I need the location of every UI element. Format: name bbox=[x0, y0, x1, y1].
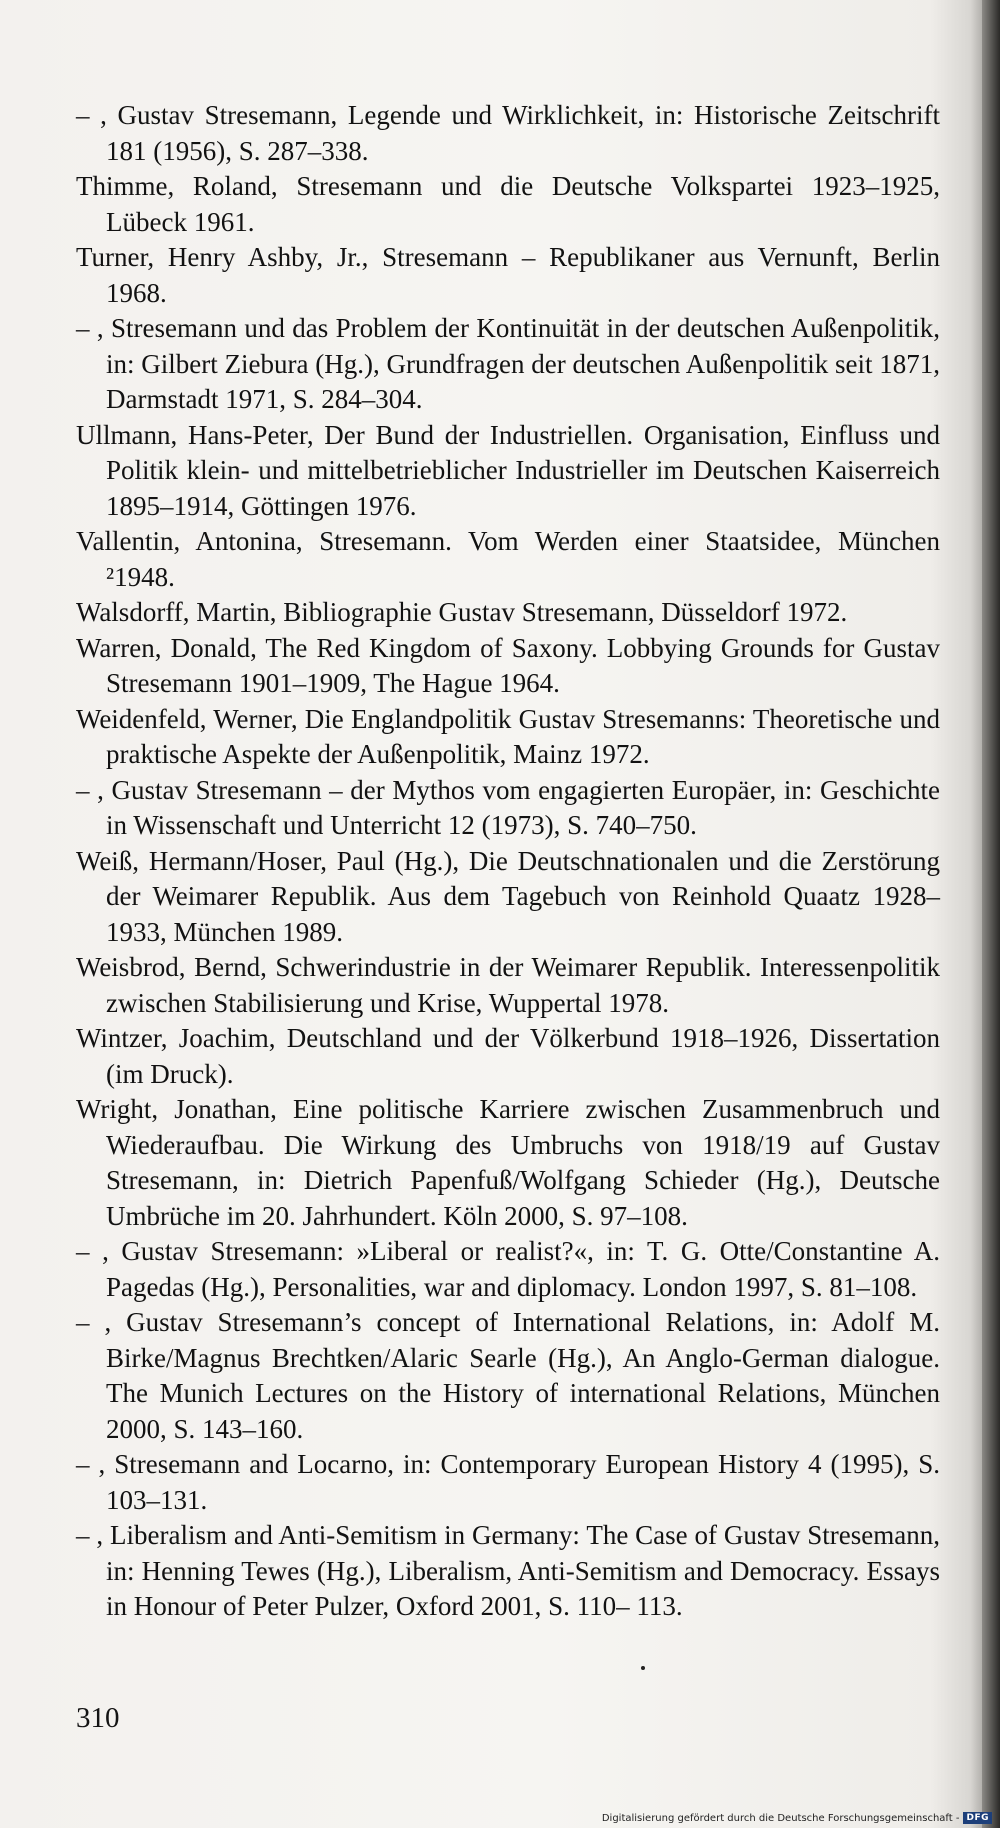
bibliography-entry: Ullmann, Hans-Peter, Der Bund der Industriellen. Organisation, Einfluss und Politik klein- und mittelbetrieblicher Industrieller im Deutschen Kaiserreich 1895–1914, Göttingen 1976. bbox=[76, 419, 940, 521]
bibliography-entry: – , Gustav Stresemann: »Liberal or realist?«, in: T. G. Otte/Constantine A. Pagedas (Hg.), Personalities, war and diplomacy. London 1997, S. 81–108. bbox=[76, 1236, 940, 1302]
bibliography-entry: Turner, Henry Ashby, Jr., Stresemann – Republikaner aus Vernunft, Berlin 1968. bbox=[76, 242, 940, 308]
bibliography-entry: Walsdorff, Martin, Bibliographie Gustav Stresemann, Düsseldorf 1972. bbox=[76, 597, 848, 627]
bibliography-entry: Vallentin, Antonina, Stresemann. Vom Werden einer Staatsidee, München ²1948. bbox=[76, 526, 940, 592]
bibliography-entry: – , Gustav Stresemann’s concept of International Relations, in: Adolf M. Birke/Magnus Brechtken/Alaric Searle (Hg.), An Anglo-German dialogue. The Munich Lectures on the History of international Relations, München 2000, S. 143–160. bbox=[76, 1307, 940, 1444]
print-speck bbox=[641, 1666, 645, 1670]
bibliography-entry: Warren, Donald, The Red Kingdom of Saxony. Lobbying Grounds for Gustav Stresemann 1901–1909, The Hague 1964. bbox=[76, 632, 940, 698]
bibliography-entry: – , Stresemann und das Problem der Kontinuität in der deutschen Außenpolitik, in: Gilbert Ziebura (Hg.), Grundfragen der deutschen Außenpolitik seit 1871, Darmstadt 1971, S. 284–304. bbox=[76, 313, 940, 414]
bibliography-entry: Weidenfeld, Werner, Die Englandpolitik Gustav Stresemanns: Theoretische und praktische Aspekte der Außenpolitik, Mainz 1972. bbox=[76, 703, 940, 769]
page-edge-shadow bbox=[982, 0, 1000, 1828]
dfg-logo-icon: DFG bbox=[963, 1812, 992, 1824]
bibliography-entry: – , Stresemann and Locarno, in: Contemporary European History 4 (1995), S. 103–131. bbox=[76, 1449, 940, 1515]
bibliography-entry: Thimme, Roland, Stresemann und die Deutsche Volkspartei 1923–1925, Lübeck 1961. bbox=[76, 171, 940, 237]
bibliography-entry: Wright, Jonathan, Eine politische Karriere zwischen Zusammenbruch und Wiederaufbau. Die Wirkung des Umbruchs von 1918/19 auf Gustav Stresemann, in: Dietrich Papenfuß/Wolfgang Schieder (Hg.), Deutsche Umbrüche im 20. Jahrhundert. Köln 2000, S. 97–108. bbox=[76, 1094, 940, 1231]
footer-credit: Digitalisierung gefördert durch die Deutsche Forschungsgemeinschaft - bbox=[601, 1812, 960, 1824]
bibliography-entry: – , Gustav Stresemann – der Mythos vom engagierten Europäer, in: Geschichte in Wissenschaft und Unterricht 12 (1973), S. 740–750. bbox=[76, 774, 940, 840]
bibliography-list bbox=[76, 98, 940, 1625]
bibliography-entry: Wintzer, Joachim, Deutschland und der Völkerbund 1918–1926, Dissertation (im Druck). bbox=[76, 1023, 940, 1089]
bibliography-entry: – , Liberalism and Anti-Semitism in Germany: The Case of Gustav Stresemann, in: Henning Tewes (Hg.), Liberalism, Anti-Semitism and Democracy. Essays in Honour of Peter Pulzer, Oxford 2001, S. 110– 113. bbox=[76, 1520, 940, 1621]
bibliography-entry: Weisbrod, Bernd, Schwerindustrie in der Weimarer Republik. Interessenpolitik zwischen Stabilisierung und Krise, Wuppertal 1978. bbox=[76, 952, 940, 1018]
bibliography-entry: – , Gustav Stresemann, Legende und Wirklichkeit, in: Historische Zeitschrift 181 (1956), S. 287–338. bbox=[76, 100, 940, 166]
bibliography-entry: Weiß, Hermann/Hoser, Paul (Hg.), Die Deutschnationalen und die Zerstörung der Weimarer Republik. Aus dem Tagebuch von Reinhold Quaatz 1928–1933, München 1989. bbox=[76, 845, 940, 947]
page-number: 310 bbox=[76, 1702, 120, 1734]
digitization-footer bbox=[602, 1812, 992, 1824]
